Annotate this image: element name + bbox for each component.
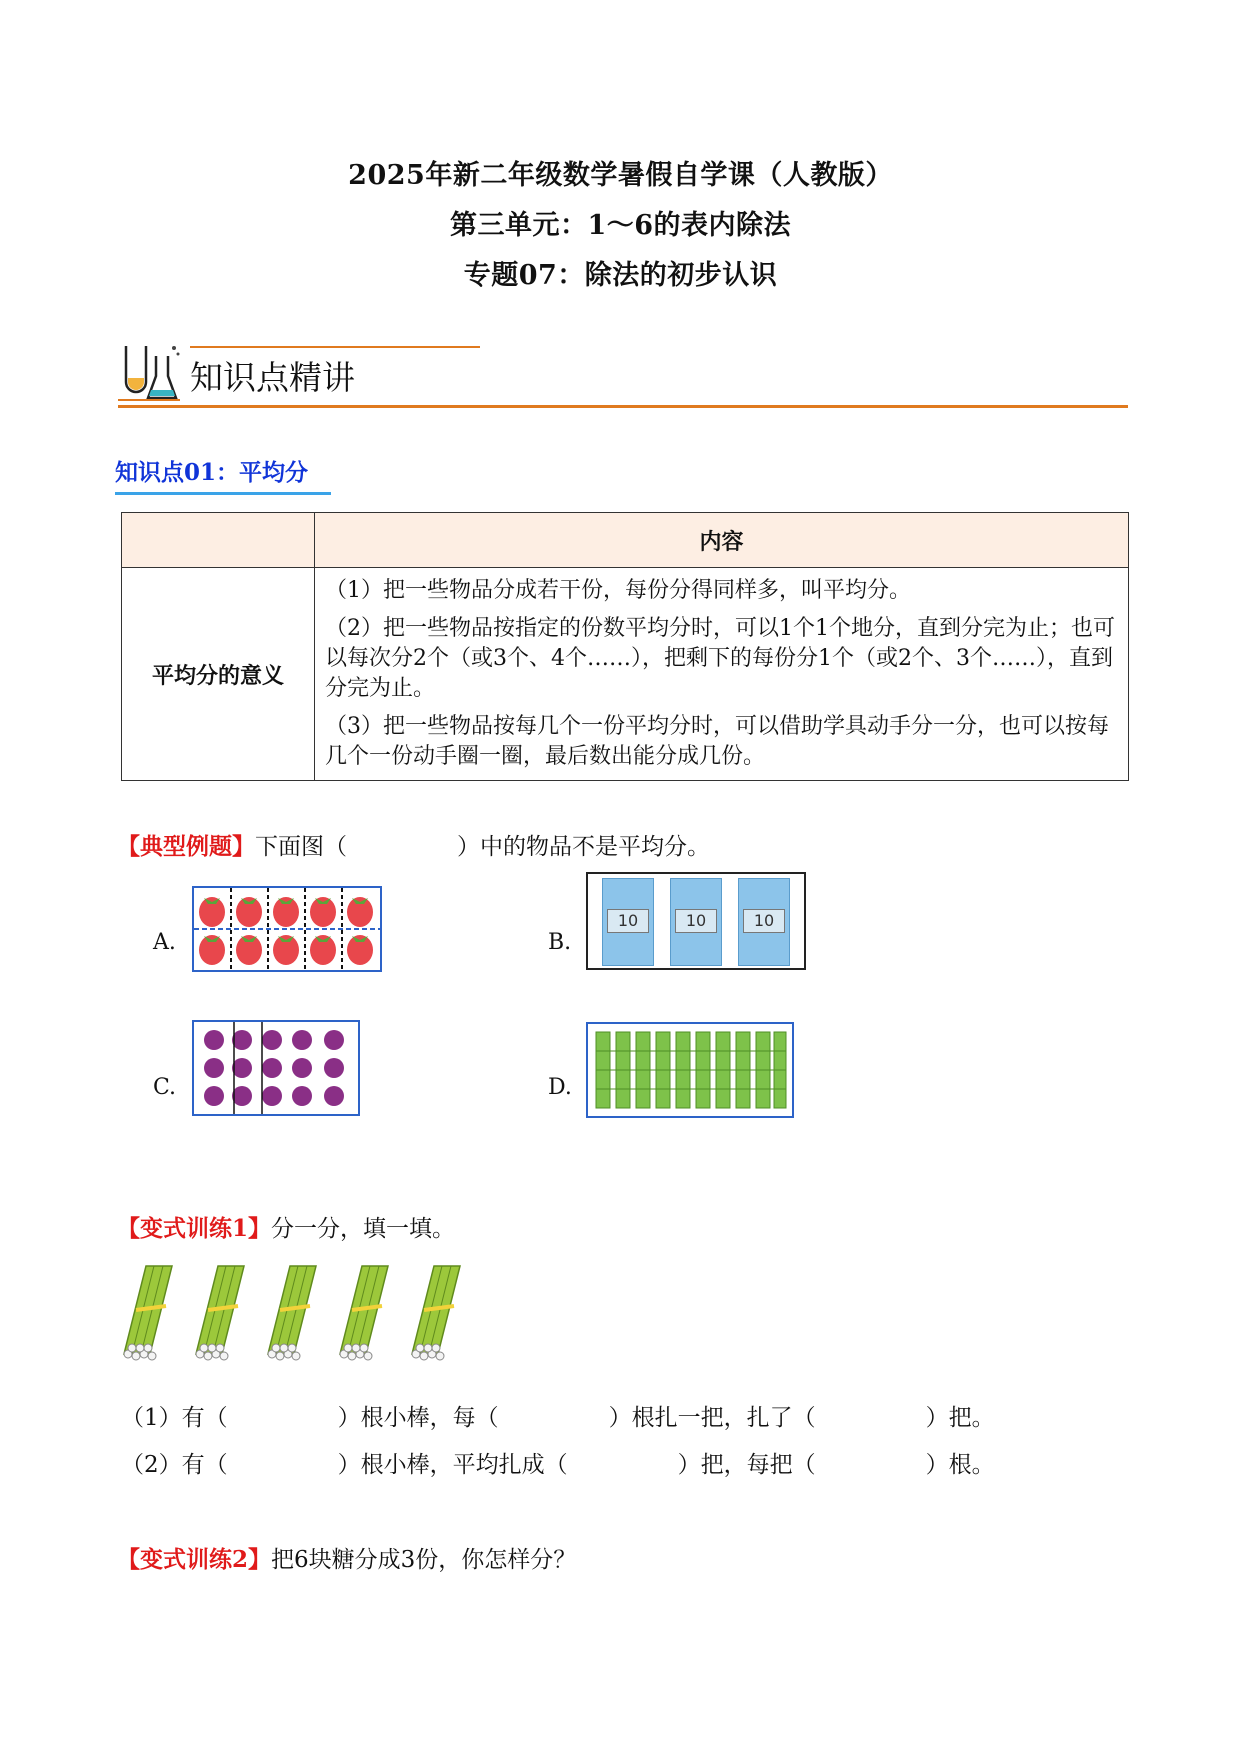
strawberry-icon	[194, 888, 380, 970]
bundle-ten-icon	[602, 878, 654, 966]
knowledge-point-underline	[115, 492, 331, 495]
question-text: ）根。	[925, 1452, 995, 1478]
section-banner	[118, 340, 1128, 408]
lab-flask-icon	[118, 342, 180, 404]
question-text: ）中的物品不是平均分。	[457, 834, 710, 860]
option-c-label: C.	[153, 1075, 177, 1100]
practice1-tag: 【变式训练1】	[117, 1215, 272, 1242]
question-text: ）根小棒，平均扎成（	[337, 1452, 568, 1478]
doc-title: 2025年新二年级数学暑假自学课（人教版）	[348, 160, 893, 191]
knowledge-point-title: 知识点01：平均分	[115, 459, 309, 486]
table-row-head: 平均分的意义	[122, 568, 315, 781]
knowledge-table	[121, 512, 1129, 781]
question-text: 分一分，填一填。	[271, 1216, 456, 1242]
bundle-label: 10	[675, 909, 717, 933]
example-question	[117, 828, 710, 861]
purple-dot-icon	[194, 1022, 358, 1114]
practice2-tag: 【变式训练2】	[117, 1546, 272, 1573]
question-text: 把6块糖分成3份，你怎样分？	[271, 1547, 577, 1573]
question-text: ）根小棒，每（	[337, 1405, 499, 1431]
option-d-image[interactable]	[586, 1022, 794, 1118]
bundle-ten-icon	[670, 878, 722, 966]
question-text: （2）有（	[121, 1452, 228, 1478]
question-text: （1）有（	[121, 1405, 228, 1431]
practice1-q2	[121, 1446, 995, 1479]
table-header-content: 内容	[315, 513, 1129, 568]
definition-item: （3）把一些物品按每几个一份平均分时，可以借助学具动手分一分，也可以按每几个一份动手圈一圈，最后数出能分成几份。	[325, 714, 1109, 769]
option-b-label: B.	[548, 930, 572, 955]
practice1-question	[117, 1210, 455, 1243]
option-d-label: D.	[548, 1075, 572, 1100]
option-a-label: A.	[153, 930, 176, 955]
question-text: ）把，每把（	[677, 1452, 816, 1478]
definition-item: （1）把一些物品分成若干份，每份分得同样多，叫平均分。	[325, 578, 911, 603]
example-tag: 【典型例题】	[117, 833, 255, 860]
topic-title: 专题07：除法的初步认识	[463, 260, 778, 291]
bundle-ten-icon	[738, 878, 790, 966]
section-title: 知识点精讲	[190, 358, 355, 397]
question-text: ）把。	[925, 1405, 995, 1431]
practice2-question	[117, 1541, 576, 1574]
option-c-image[interactable]	[192, 1020, 360, 1116]
table-content-cell	[315, 568, 1129, 781]
stick-bundles	[116, 1258, 486, 1368]
practice1-q1	[121, 1399, 995, 1432]
unit-title: 第三单元：1～6的表内除法	[449, 210, 792, 241]
bundle-label: 10	[743, 909, 785, 933]
question-text: ）根扎一把，扎了（	[608, 1405, 816, 1431]
option-b-image[interactable]	[586, 872, 806, 970]
green-stick-icon	[588, 1024, 792, 1116]
option-a-image[interactable]	[192, 886, 382, 972]
definition-item: （2）把一些物品按指定的份数平均分时，可以1个1个地分，直到分完为止；也可以每次分2个（或3个、4个……），把剩下的每份分1个（或2个、3个……），直到分完为止。	[325, 616, 1115, 701]
bundle-label: 10	[607, 909, 649, 933]
table-header-blank	[122, 513, 315, 568]
stick-bundle-icon	[116, 1258, 486, 1368]
question-text: 下面图（	[255, 834, 347, 860]
